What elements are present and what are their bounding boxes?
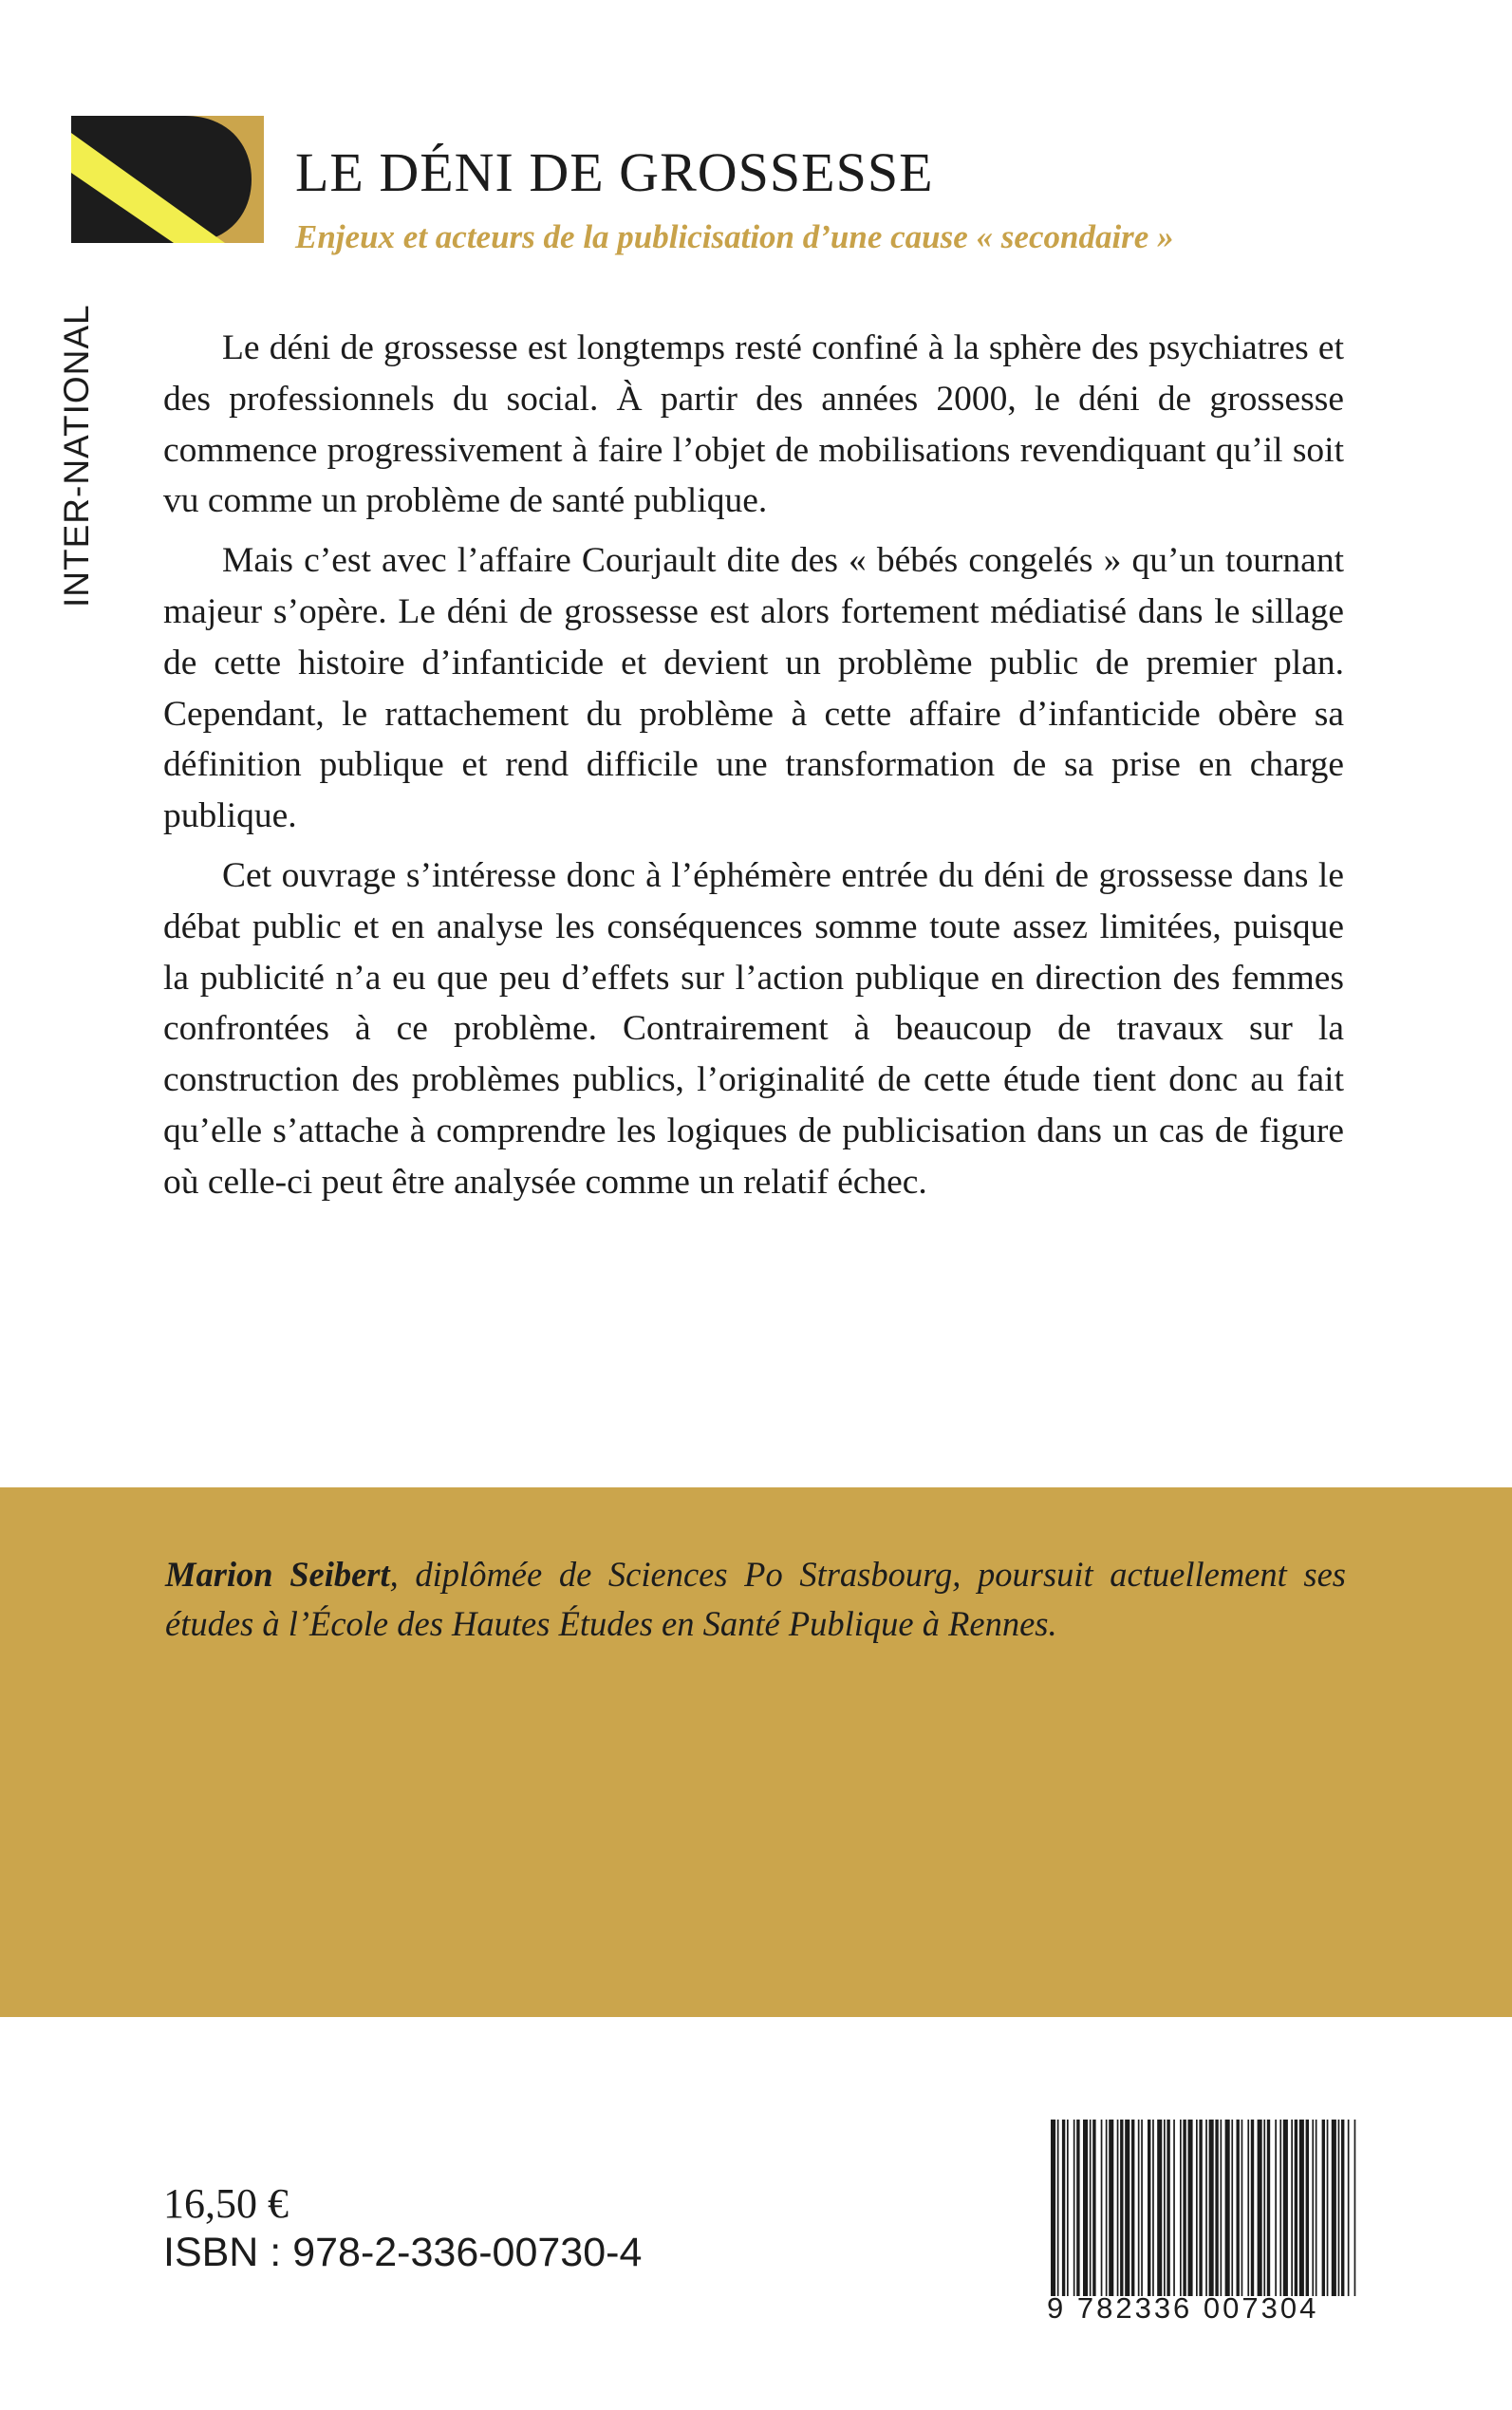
collection-label: INTER-NATIONAL xyxy=(57,304,96,607)
author-bio-text: , diplômée de Sciences Po Strasbourg, poursuit actuellement ses études à l’École des Hautes Études en Santé Publique à Rennes. xyxy=(165,1555,1347,1643)
book-subtitle: Enjeux et acteurs de la publicisation d’une cause « secondaire » xyxy=(295,218,1174,255)
isbn: ISBN : 978-2-336-00730-4 xyxy=(163,2230,643,2275)
description-paragraph: Mais c’est avec l’affaire Courjault dite des « bébés congelés » qu’un tournant majeur s’opère. Le déni de grossesse est alors fortement médiatisé dans le sillage de cette histoire d’infanticide et devient un problème public de premier plan. Cependant, le rattachement du problème à cette affaire d’infanticide obère sa définition publique et rend difficile une transformation de sa prise en charge publique. xyxy=(163,541,1344,836)
author-name: Marion Seibert xyxy=(165,1555,390,1594)
barcode-icon xyxy=(1047,2120,1360,2296)
back-cover-description xyxy=(163,323,1344,1208)
description-paragraph: Le déni de grossesse est longtemps resté confiné à la sphère des psychiatres et des professionnels du social. À partir des années 2000, le déni de grossesse commence progressivement à faire l’objet de mobilisations revendiquant qu’il soit vu comme un problème de santé publique. xyxy=(163,328,1344,521)
author-band xyxy=(0,1487,1512,2017)
barcode-digits: 9 782336 007304 xyxy=(1047,2291,1319,2325)
description-paragraph: Cet ouvrage s’intéresse donc à l’éphémère entrée du déni de grossesse dans le débat public et en analyse les conséquences somme toute assez limitées, puisque la publicité n’a eu que peu d’effets sur l’action publique en direction des femmes confrontées à ce problème. Contrairement à beaucoup de travaux sur la construction des problèmes publics, l’originalité de cette étude tient donc au fait qu’elle s’attache à comprendre les logiques de publicisation dans un cas de figure où celle-ci peut être analysée comme un relatif échec. xyxy=(163,855,1344,1202)
price: 16,50 € xyxy=(163,2180,289,2227)
collection-logo-icon xyxy=(71,116,264,243)
book-title: LE DÉNI DE GROSSESSE xyxy=(295,141,934,203)
author-bio xyxy=(165,1550,1346,1649)
